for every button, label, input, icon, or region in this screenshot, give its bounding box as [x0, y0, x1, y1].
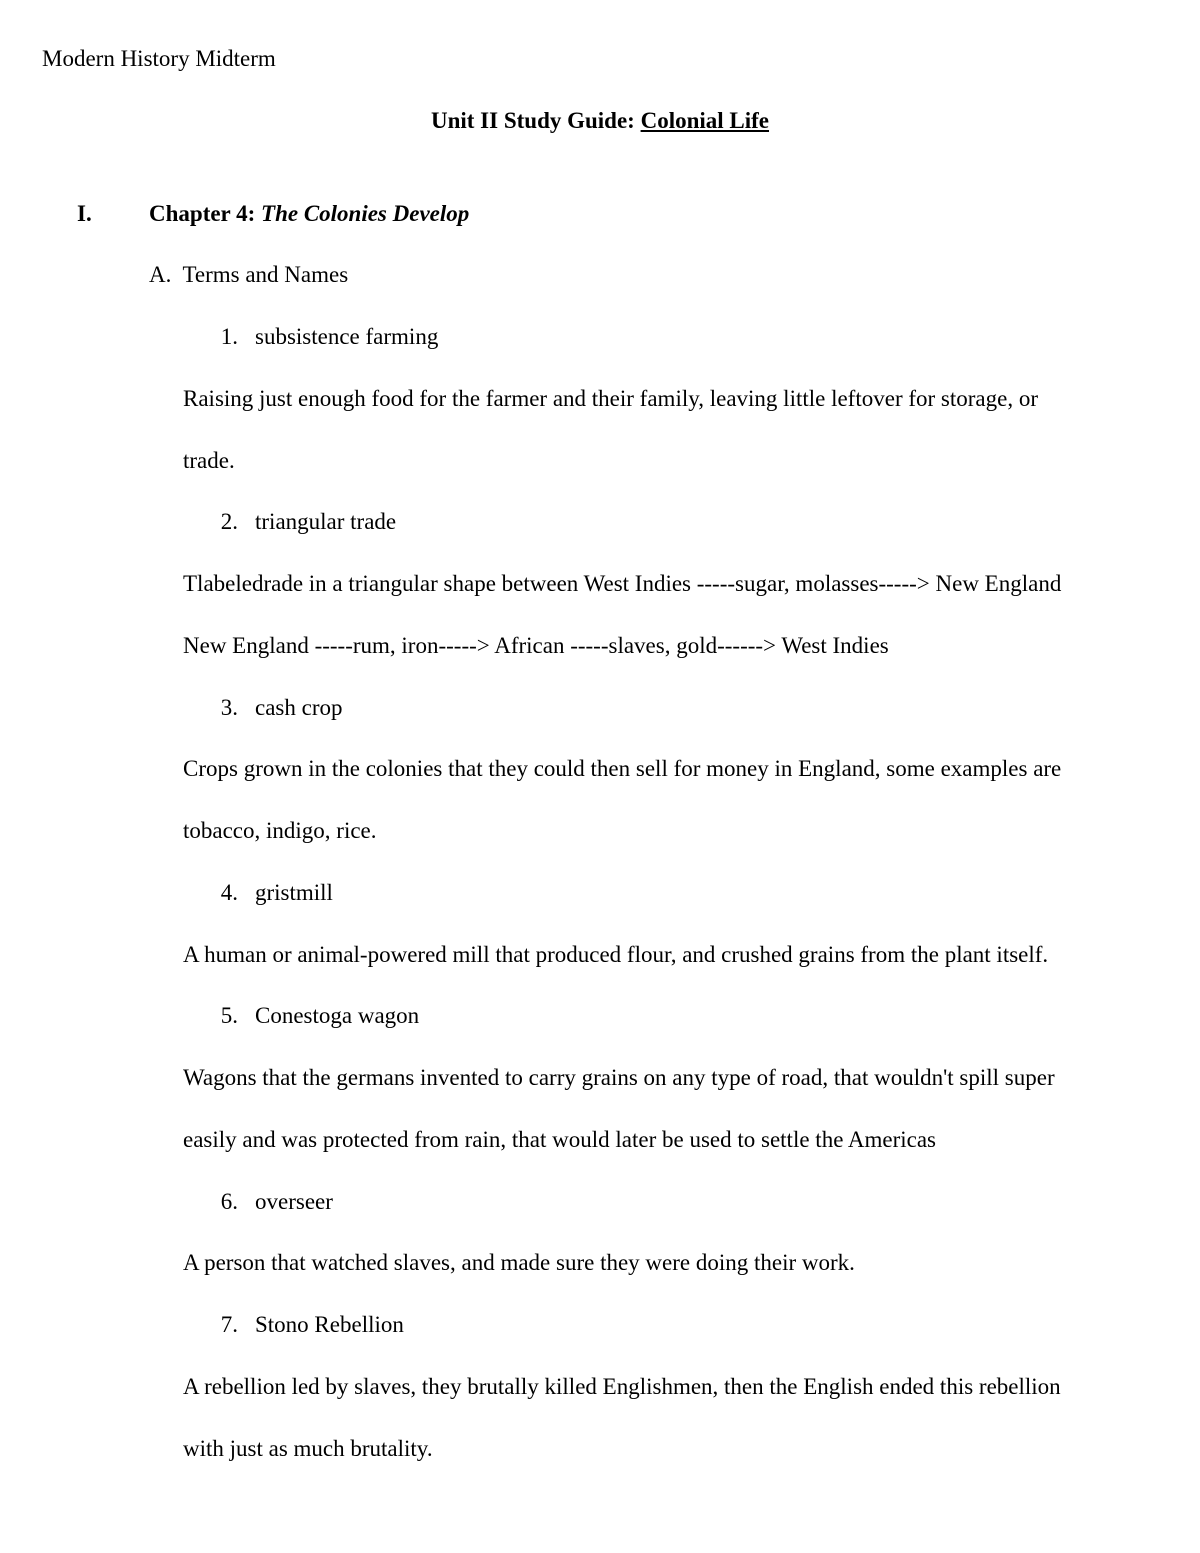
term-number: 7.: [220, 1312, 238, 1337]
term-number: 6.: [220, 1189, 238, 1214]
definition-line: with just as much brutality.: [183, 1436, 433, 1461]
definition-line: New England -----rum, iron-----> African -----slaves, gold------> West Indies: [183, 633, 889, 658]
term-number: 3.: [220, 695, 238, 720]
title-topic: Colonial Life: [640, 108, 770, 133]
section-numeral: I.: [77, 201, 92, 226]
definition-line: A rebellion led by slaves, they brutally killed Englishmen, then the English ended this rebellion: [183, 1374, 1061, 1399]
course-header: Modern History Midterm: [42, 46, 276, 71]
term-number: 1.: [220, 324, 238, 349]
definition-line: Wagons that the germans invented to carry grains on any type of road, that wouldn't spill super: [183, 1065, 1055, 1090]
definition-line: trade.: [183, 448, 235, 473]
definition-line: Tlabeledrade in a triangular shape between West Indies -----sugar, molasses-----> New England: [183, 571, 1062, 596]
page-title: [0, 109, 1200, 132]
term-number: 5.: [220, 1003, 238, 1028]
definition-line: Crops grown in the colonies that they could then sell for money in England, some examples are: [183, 756, 1062, 781]
term-conestoga-wagon: Conestoga wagon: [255, 1003, 420, 1028]
definition-line: A human or animal-powered mill that produced flour, and crushed grains from the plant itself.: [183, 942, 1049, 967]
term-gristmill: gristmill: [255, 880, 333, 905]
term-number: 2.: [220, 509, 238, 534]
term-number: 4.: [220, 880, 238, 905]
chapter-heading: [149, 202, 469, 225]
term-triangular-trade: triangular trade: [255, 509, 397, 534]
term-overseer: overseer: [255, 1189, 333, 1214]
chapter-prefix: Chapter 4:: [149, 201, 262, 226]
definition-line: easily and was protected from rain, that would later be used to settle the Americas: [183, 1127, 937, 1152]
term-subsistence-farming: subsistence farming: [255, 324, 439, 349]
title-prefix: Unit II Study Guide:: [430, 108, 641, 133]
definition-line: A person that watched slaves, and made sure they were doing their work.: [183, 1250, 855, 1275]
definition-line: Raising just enough food for the farmer and their family, leaving little leftover for storage, or: [183, 386, 1038, 411]
definition-line: tobacco, indigo, rice.: [183, 818, 377, 843]
term-cash-crop: cash crop: [255, 695, 343, 720]
term-stono-rebellion: Stono Rebellion: [255, 1312, 404, 1337]
subheading-terms-and-names: A. Terms and Names: [149, 262, 349, 287]
chapter-title: The Colonies Develop: [261, 201, 470, 226]
